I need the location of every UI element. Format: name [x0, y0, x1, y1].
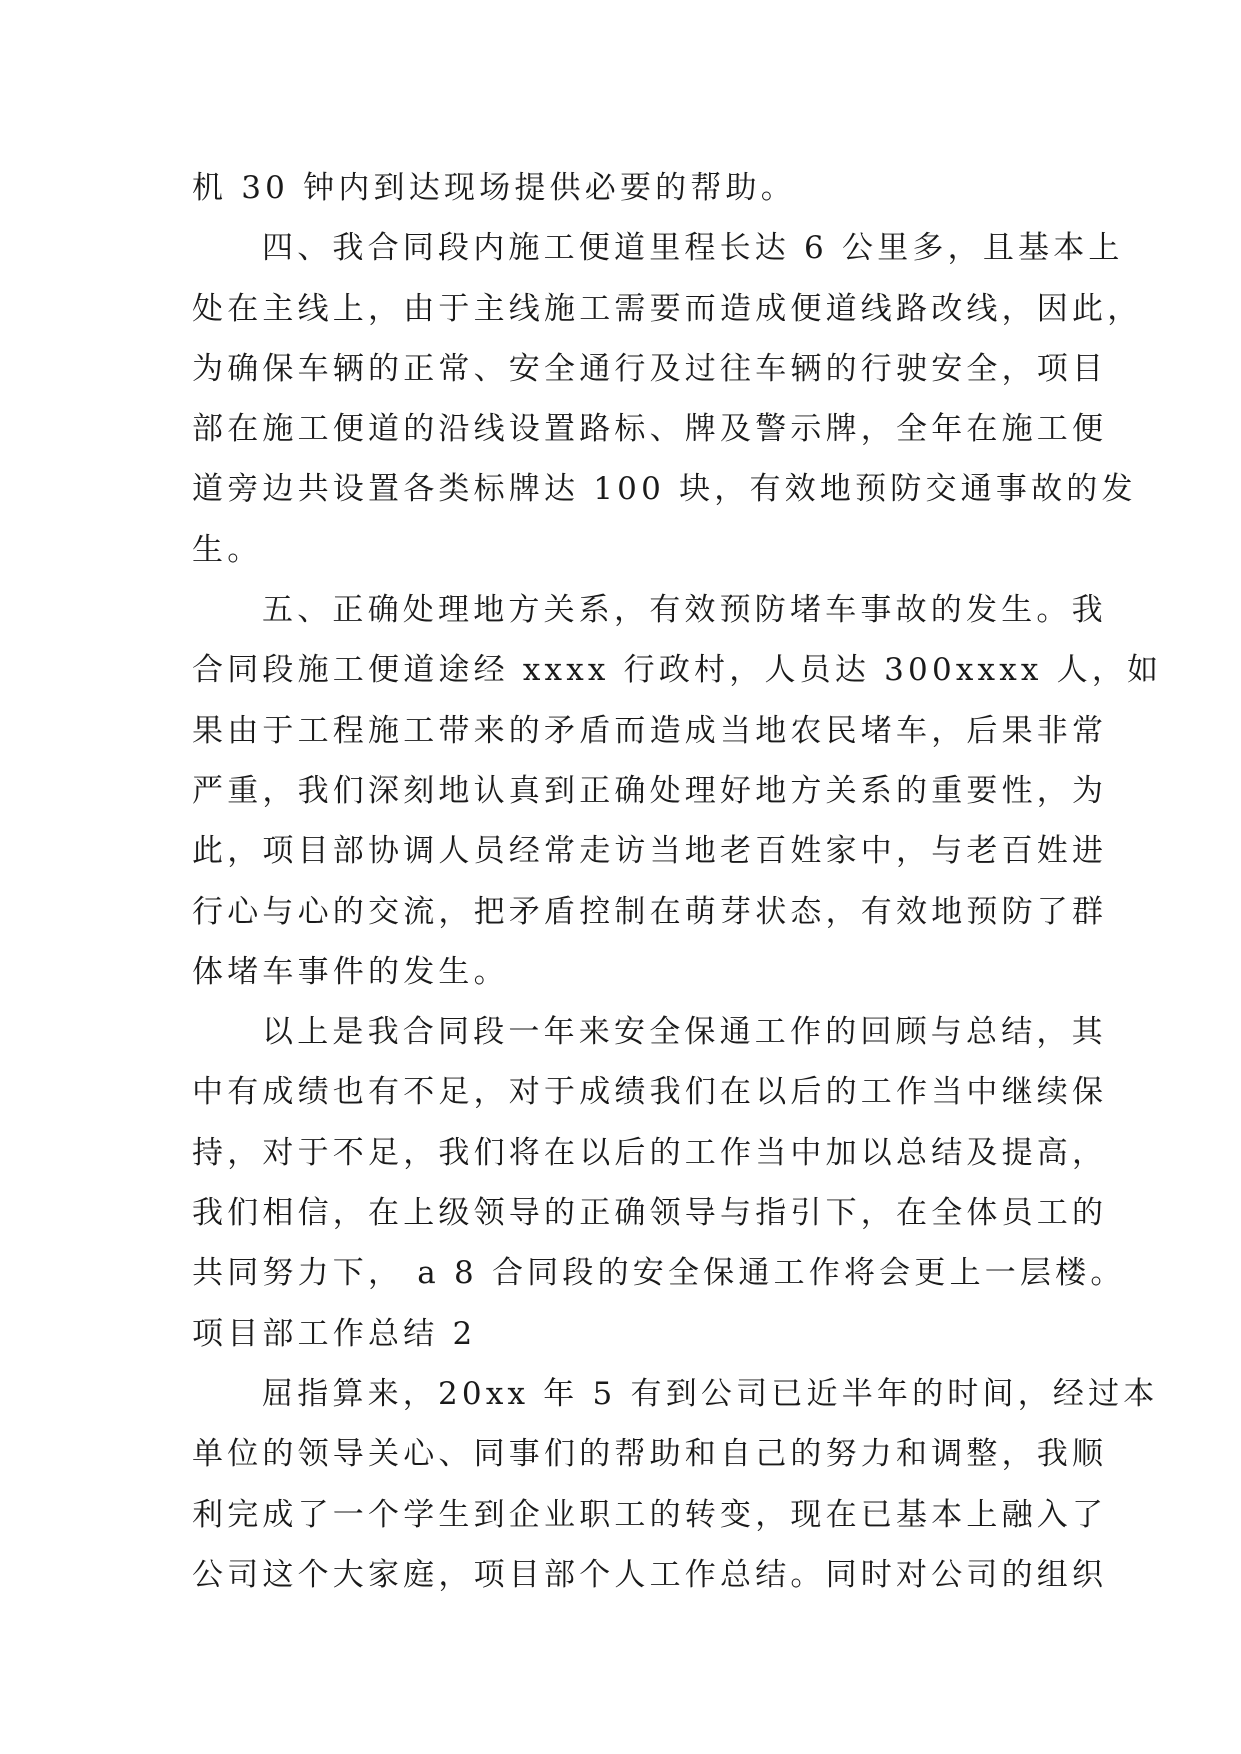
text-line: 以上是我合同段一年来安全保通工作的回顾与总结，其 [262, 1014, 1107, 1051]
text-line: 持，对于不足，我们将在以后的工作当中加以总结及提高， [192, 1134, 1108, 1171]
text-line: 公司这个大家庭，项目部个人工作总结。同时对公司的组织 [192, 1556, 1108, 1593]
text-line: 部在施工便道的沿线设置路标、牌及警示牌，全年在施工便 [192, 411, 1108, 448]
text-line: 体堵车事件的发生。 [192, 953, 509, 990]
text-line: 我们相信，在上级领导的正确领导与指引下，在全体员工的 [192, 1195, 1108, 1232]
document-body [192, 158, 1163, 1605]
text-line: 处在主线上，由于主线施工需要而造成便道线路改线，因此， [192, 290, 1143, 327]
text-line: 五、正确处理地方关系，有效预防堵车事故的发生。我 [262, 592, 1107, 629]
text-line: 中有成绩也有不足，对于成绩我们在以后的工作当中继续保 [192, 1074, 1108, 1111]
text-line: 机 30 钟内到达现场提供必要的帮助。 [192, 170, 796, 206]
text-line: 为确保车辆的正常、安全通行及过往车辆的行驶安全，项目 [192, 350, 1108, 387]
text-line: 共同努力下， a 8 合同段的安全保通工作将会更上一层楼。 [192, 1255, 1126, 1292]
text-line: 生。 [192, 531, 263, 568]
text-line: 四、我合同段内施工便道里程长达 6 公里多，且基本上 [262, 230, 1124, 267]
text-line: 此，项目部协调人员经常走访当地老百姓家中，与老百姓进 [192, 833, 1108, 870]
text-line: 严重，我们深刻地认真到正确处理好地方关系的重要性，为 [192, 772, 1108, 809]
section-heading: 项目部工作总结 2 [192, 1315, 477, 1352]
text-line: 屈指算来，20xx 年 5 有到公司已近半年的时间，经过本 [262, 1375, 1159, 1412]
text-line: 利完成了一个学生到企业职工的转变，现在已基本上融入了 [192, 1496, 1108, 1533]
text-line: 合同段施工便道途经 xxxx 行政村，人员达 300xxxx 人，如 [192, 652, 1163, 689]
text-line: 单位的领导关心、同事们的帮助和自己的努力和调整，我顺 [192, 1436, 1108, 1473]
text-line: 行心与心的交流，把矛盾控制在萌芽状态，有效地预防了群 [192, 893, 1108, 930]
text-line: 果由于工程施工带来的矛盾而造成当地农民堵车，后果非常 [192, 712, 1108, 749]
text-line: 道旁边共设置各类标牌达 100 块，有效地预防交通事故的发 [192, 471, 1137, 508]
